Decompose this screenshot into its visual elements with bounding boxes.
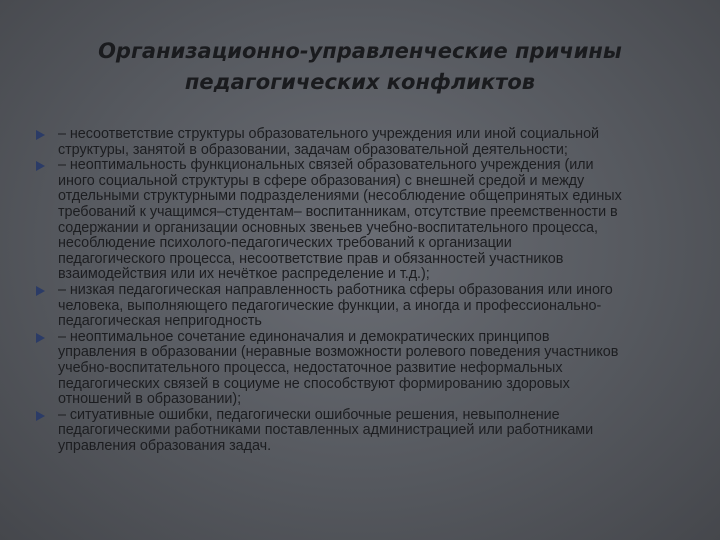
bullet-line: содержании и организации основных звеньев учебно-воспитательного процесса, (58, 219, 598, 236)
bullet-line: педагогическими работниками поставленных администрацией или работниками (58, 422, 594, 439)
bullet-line: педагогическая непригодность (58, 313, 262, 330)
bullet-line: иного социальной структуры в сфере образования) с внешней средой и между (58, 172, 585, 189)
bullet-line: взаимодействия или их нечёткое распределение и т.д.); (58, 266, 430, 283)
bullet-line: отдельными структурными подразделениями (несоблюдение общепринятых единых (58, 188, 622, 205)
slide-title (40, 36, 680, 98)
bullet-line: требований к учащимся–студентам– воспитанникам, отсутствие преемственности в (58, 203, 618, 220)
bullet-line: педагогического процесса, несоответствие прав и обязанностей участников (58, 250, 564, 267)
bullet-line: учебно-воспитательного процесса, недостаточное развитие неформальных (58, 359, 563, 376)
arrow-bullet-icon (36, 286, 45, 296)
arrow-bullet-icon (36, 333, 45, 343)
bullet-line: несоблюдение психолого-педагогических требований к организации (58, 235, 512, 252)
bullet-line: управления в образовании (неравные возможности ролевого поведения участников (58, 344, 619, 361)
bullet-list (36, 127, 686, 454)
slide-title-line-2: педагогических конфликтов (184, 70, 536, 94)
bullet-line: человека, выполняющего педагогические функции, а иногда и профессионально- (58, 297, 602, 314)
bullet-line: – неоптимальность функциональных связей образовательного учреждения (или (58, 157, 594, 174)
arrow-bullet-icon (36, 411, 45, 421)
arrow-bullet-icon (36, 161, 45, 171)
bullet-line: – низкая педагогическая направленность работника сферы образования или иного (58, 281, 613, 298)
bullet-item (36, 127, 686, 158)
arrow-bullet-icon (36, 130, 45, 140)
bullet-item (36, 330, 686, 408)
bullet-line: структуры, занятой в образовании, задачам образовательной деятельности; (58, 141, 568, 158)
bullet-item (36, 283, 686, 330)
bullet-line: – ситуативные ошибки, педагогически ошибочные решения, невыполнение (58, 406, 560, 423)
bullet-line: – несоответствие структуры образовательного учреждения или иной социальной (58, 126, 600, 142)
bullet-line: педагогических связей в социуме не способствуют формированию здоровых (58, 375, 570, 392)
bullet-line: управления образования задач. (58, 437, 272, 454)
bullet-item (36, 158, 686, 283)
bullet-line: – неоптимальное сочетание единоначалия и демократических принципов (58, 328, 550, 345)
bullet-line: отношений в образовании); (58, 391, 242, 408)
slide-title-line-1: Организационно-управленческие причины (98, 39, 622, 63)
bullet-item (36, 408, 686, 455)
